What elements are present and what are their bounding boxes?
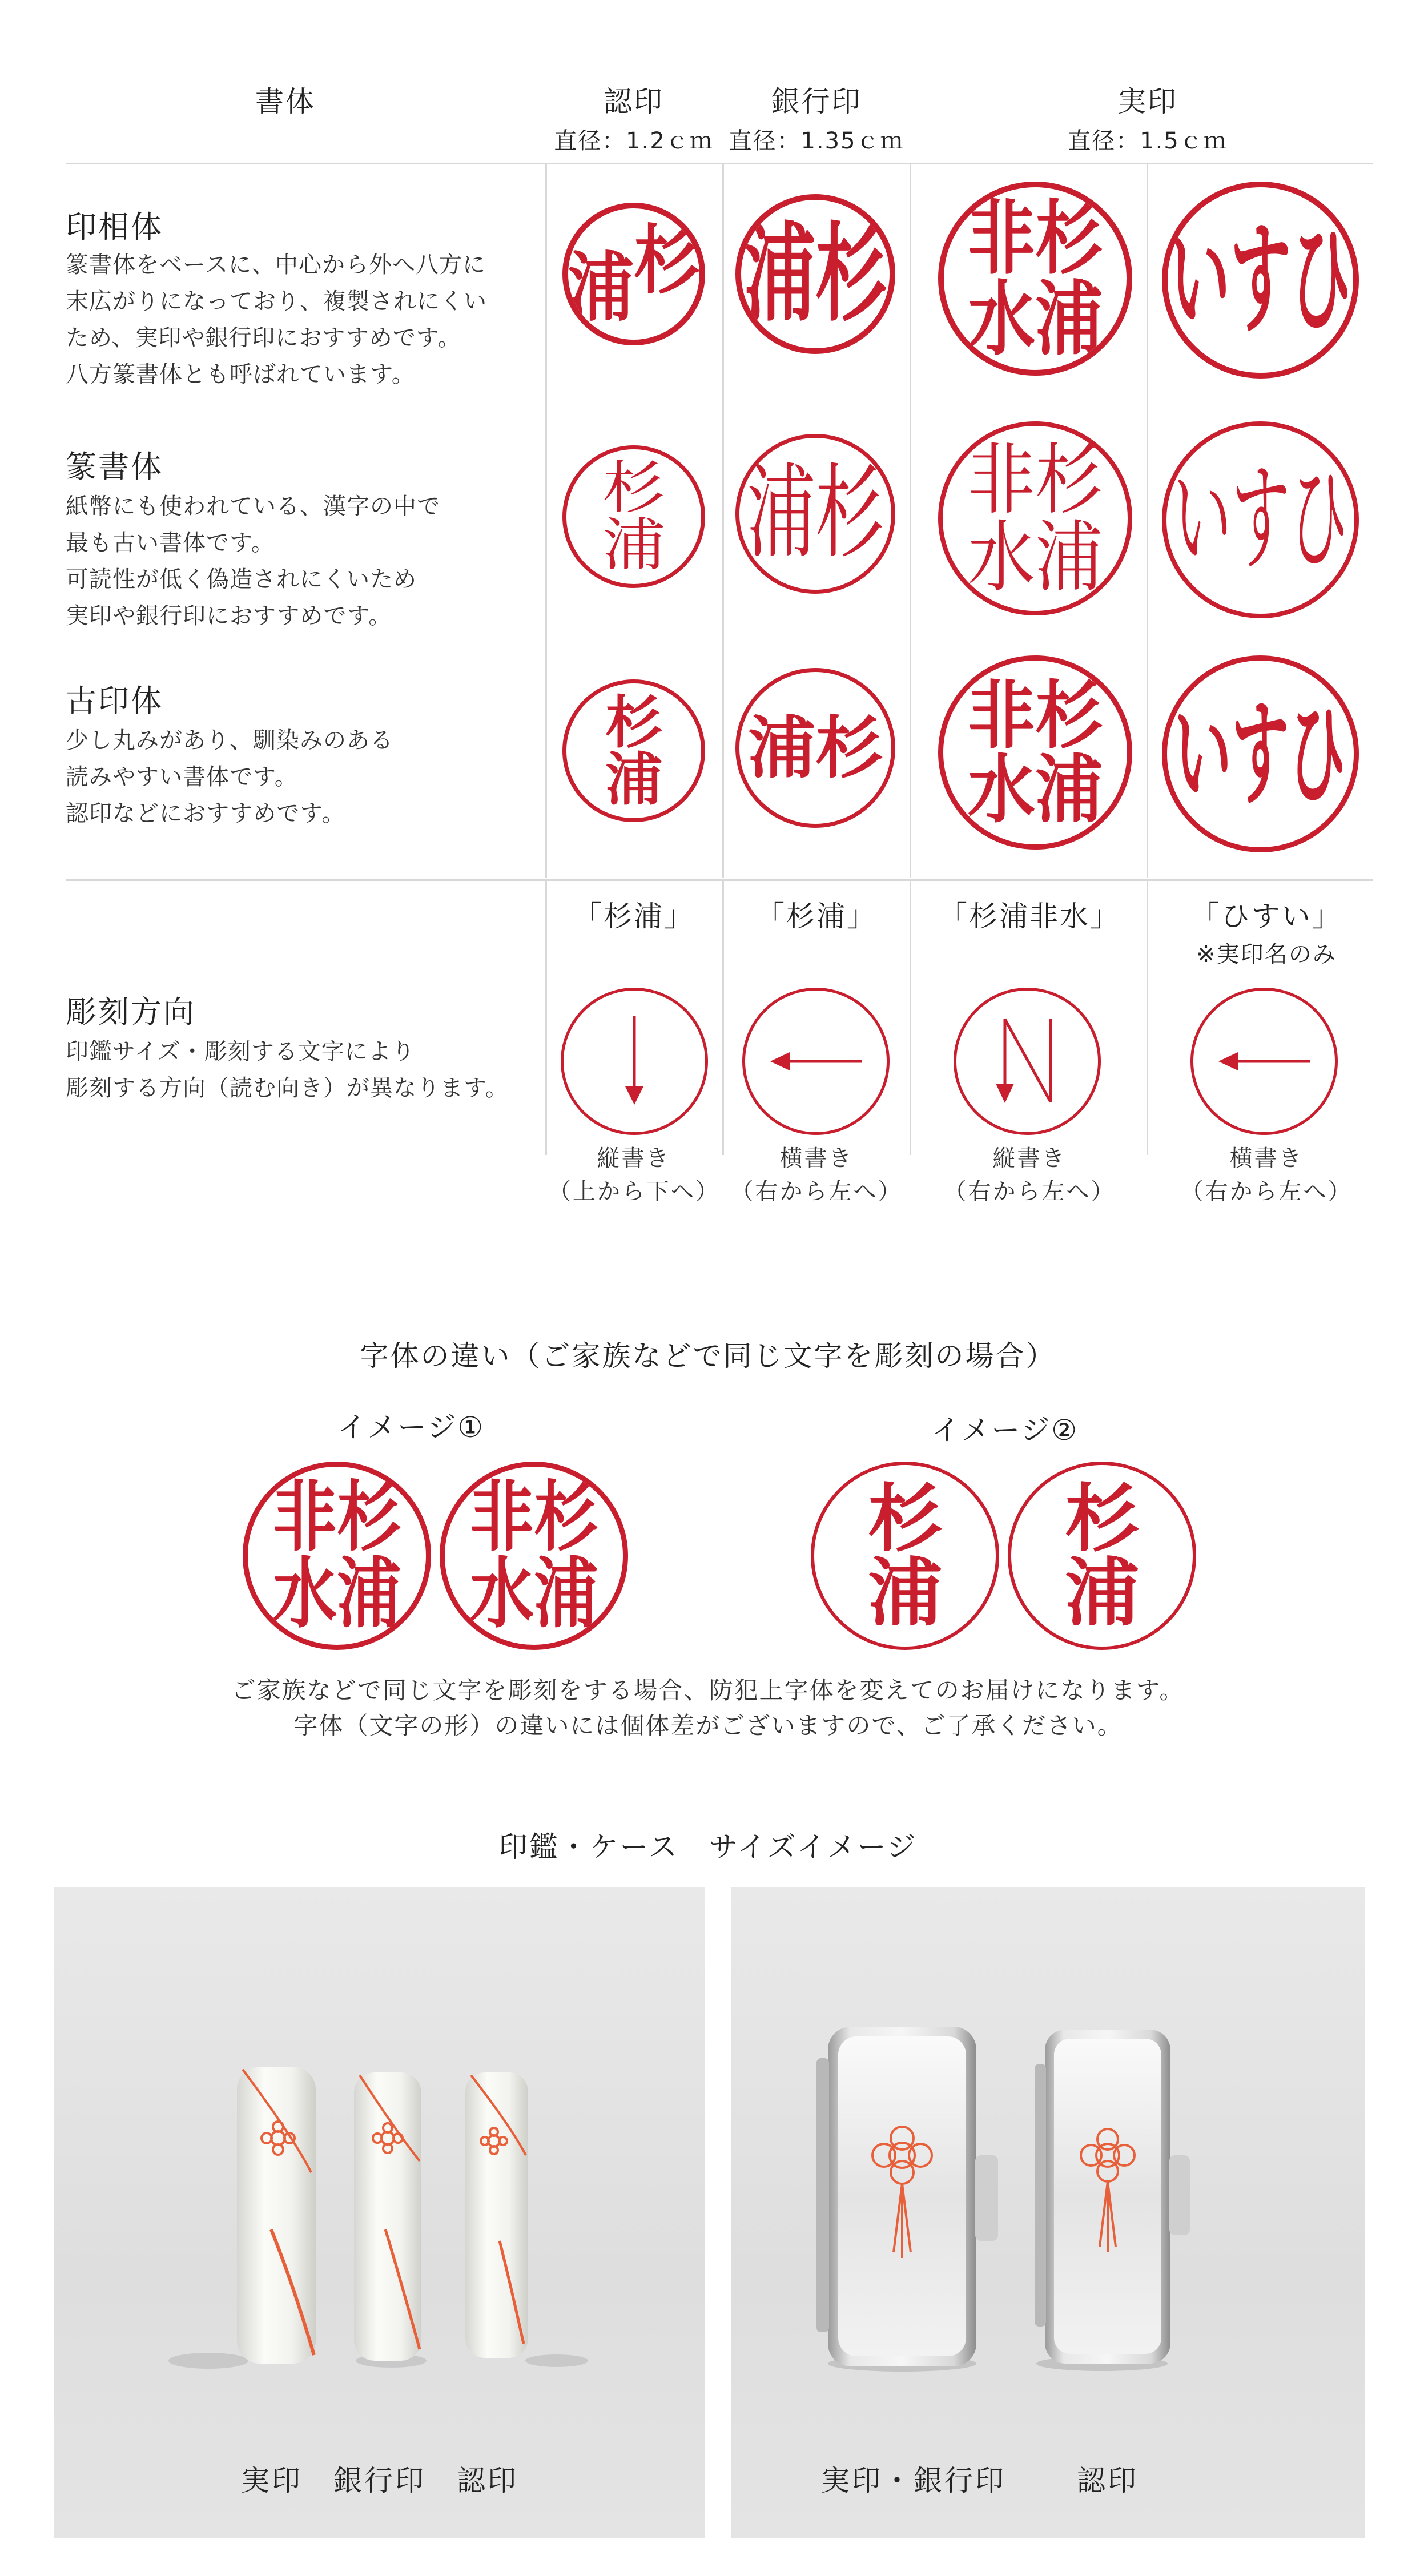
seal-image2-a: 杉 浦	[811, 1462, 999, 1650]
direction-desc	[66, 1033, 545, 1106]
table-divider	[66, 879, 1373, 881]
seal-cases-image	[731, 1887, 1365, 2538]
header-divider	[66, 163, 1373, 164]
desc-line: 認印などにおすすめです。	[66, 800, 345, 827]
header-ginko: 銀行印	[771, 85, 862, 118]
direction-circle-vertical	[561, 988, 708, 1135]
direction-label-mitome: 縦書き （上から下へ）	[548, 1145, 720, 1205]
direction-title: 彫刻方向	[66, 994, 196, 1030]
direction-label-jitsuin-kana: 横書き （右から左へ）	[1180, 1145, 1353, 1205]
desc-line: 実印や銀行印におすすめです。	[66, 603, 392, 629]
col-divider	[545, 164, 547, 878]
arrow-n-shape-icon	[956, 991, 1098, 1132]
seal-tensho-mitome: 杉 浦	[562, 445, 705, 588]
seal-koin-jitsuin-kanji: 杉 非 浦 水	[938, 655, 1132, 850]
quote-jitsuin-kana: 「ひすい」	[1190, 900, 1342, 933]
col-divider	[722, 164, 724, 878]
arrow-left-icon	[1193, 991, 1335, 1132]
seal-image1-a: 杉 非 浦 水	[243, 1462, 431, 1650]
style-desc	[66, 488, 534, 634]
style-title: 古印体	[66, 683, 163, 719]
direction-circle-n	[954, 988, 1101, 1135]
direction-circle-horizontal	[742, 988, 890, 1135]
desc-line: 彫刻する方向（読む向き）が異なります。	[66, 1075, 509, 1101]
desc-line: 可読性が低く偽造されにくいため	[66, 566, 417, 593]
diameter-ginko: 直径：1.35ｃｍ	[729, 128, 904, 154]
desc-line: 紙幣にも使われている、漢字の中で	[66, 493, 440, 520]
arrow-down-icon	[564, 991, 705, 1132]
seal-tensho-jitsuin-kana: ひ す い	[1162, 421, 1359, 618]
seal-sticks-image	[54, 1887, 705, 2538]
image1-label: イメージ①	[337, 1411, 485, 1444]
desc-line: ため、実印や銀行印におすすめです。	[66, 325, 461, 351]
difference-text-1: ご家族などで同じ文字を彫刻をする場合、防犯上字体を変えてのお届けになります。	[231, 1676, 1185, 1704]
case-caption-jitsuin-ginko: 実印・銀行印	[821, 2464, 1006, 2497]
col-divider	[722, 881, 724, 1155]
seal-koin-jitsuin-kana: ひ す い	[1162, 655, 1359, 852]
seal-tensho-jitsuin-kanji: 杉 非 浦 水	[938, 421, 1132, 615]
header-mitome: 認印	[604, 85, 664, 118]
desc-line: 読みやすい書体です。	[66, 764, 298, 790]
desc-line: 末広がりになっており、複製されにくい	[66, 288, 487, 315]
desc-line: 少し丸みがあり、馴染みのある	[66, 727, 393, 754]
style-title: 篆書体	[66, 449, 163, 485]
seal-photo	[54, 1887, 705, 2538]
direction-label-ginko: 横書き （右から左へ）	[730, 1145, 903, 1205]
jitsuin-note: ※実印名のみ	[1196, 941, 1337, 968]
header-jitsuin: 実印	[1117, 85, 1178, 118]
arrow-left-icon	[745, 991, 887, 1132]
diameter-jitsuin: 直径：1.5ｃｍ	[1068, 128, 1228, 154]
desc-line: 印鑑サイズ・彫刻する文字により	[66, 1039, 415, 1065]
seal-image1-b: 杉 非 浦 水	[440, 1462, 628, 1650]
seal-tensho-ginko: 杉 浦	[735, 434, 895, 594]
col-divider	[910, 881, 911, 1155]
desc-line: 篆書体をベースに、中心から外へ八方に	[66, 252, 486, 278]
col-divider	[545, 881, 547, 1155]
direction-circle-horizontal-kana	[1190, 988, 1338, 1135]
style-desc	[66, 722, 534, 832]
seal-image2-b: 杉 浦	[1008, 1462, 1196, 1650]
difference-title: 字体の違い（ご家族などで同じ文字を彫刻の場合）	[360, 1339, 1056, 1372]
direction-label-jitsuin-kanji: 縦書き （右から左へ）	[943, 1145, 1116, 1205]
difference-text-2: 字体（文字の形）の違いには個体差がございますので、ご了承ください。	[293, 1712, 1123, 1740]
col-divider	[1147, 164, 1148, 878]
size-image-title: 印鑑・ケース サイズイメージ	[498, 1830, 918, 1863]
diameter-mitome: 直径：1.2ｃｍ	[554, 128, 714, 154]
seal-insoutai-ginko: 杉 浦	[735, 194, 895, 354]
desc-line: 最も古い書体です。	[66, 530, 275, 556]
col-divider	[910, 164, 911, 878]
seal-insoutai-mitome: 杉 浦	[562, 203, 705, 345]
quote-ginko: 「杉浦」	[756, 900, 877, 933]
seal-insoutai-jitsuin-kana: ひ す い	[1162, 182, 1359, 379]
quote-mitome: 「杉浦」	[573, 900, 694, 933]
col-divider	[1147, 881, 1148, 1155]
seal-koin-mitome: 杉 浦	[562, 679, 705, 822]
image2-label: イメージ②	[931, 1414, 1079, 1447]
header-shotai: 書体	[255, 85, 316, 118]
seal-koin-ginko: 杉 浦	[735, 668, 895, 828]
style-desc	[66, 247, 534, 393]
quote-jitsuin-kanji: 「杉浦非水」	[939, 900, 1120, 933]
style-title: 印相体	[66, 209, 163, 245]
case-photo	[731, 1887, 1365, 2538]
desc-line: 八方篆書体とも呼ばれています。	[66, 361, 415, 388]
seal-photo-caption: 実印 銀行印 認印	[241, 2464, 518, 2497]
seal-insoutai-jitsuin-kanji: 杉 非 浦 水	[938, 182, 1132, 376]
case-caption-mitome: 認印	[1077, 2464, 1139, 2497]
